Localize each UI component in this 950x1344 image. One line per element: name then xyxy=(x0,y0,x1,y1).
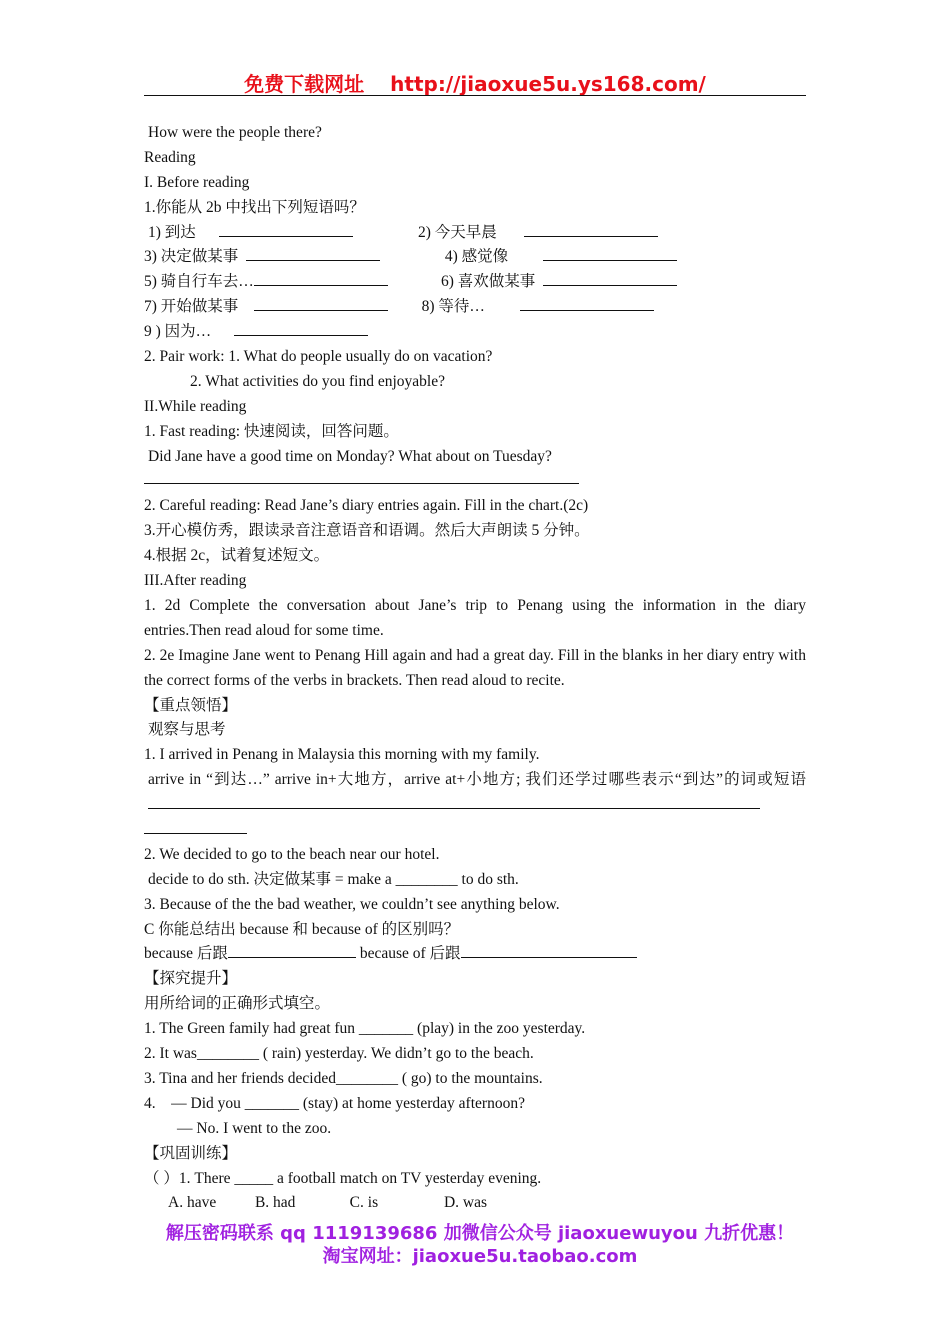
header-url[interactable]: http://jiaoxue5u.ys168.com/ xyxy=(390,72,706,96)
text-line: 1. Fast reading: 快速阅读，回答问题。 xyxy=(144,422,399,440)
text-line: How were the people there? xyxy=(148,124,322,141)
paragraph xyxy=(144,768,806,818)
exercise-item: 4. — Did you _______ (stay) at home yesterday afternoon? xyxy=(144,1094,525,1112)
phrase-label: 2) 今天早晨 xyxy=(418,223,497,241)
text-line: 2. What activities do you find enjoyable? xyxy=(190,372,445,390)
text-fragment: because 后跟 xyxy=(144,945,228,963)
header-rule xyxy=(144,95,806,96)
answer-blank[interactable] xyxy=(246,246,380,261)
section-heading: Reading xyxy=(144,148,196,166)
answer-blank[interactable] xyxy=(148,794,760,809)
paragraph-text: arrive in “到达…” arrive in+大地方，arrive at+小地方; 我们还学过哪些表示“到达”的词或短语 xyxy=(148,771,806,789)
text-line: 4.根据 2c，试着复述短文。 xyxy=(144,547,330,565)
answer-options: A. have B. had C. is D. was xyxy=(168,1194,488,1212)
phrase-label: 5) 骑自行车去… xyxy=(144,273,254,291)
phrase-label: 4) 感觉像 xyxy=(444,248,509,266)
phrase-label: 3) 决定做某事 xyxy=(144,248,239,266)
answer-blank[interactable] xyxy=(254,296,388,311)
phrase-row xyxy=(144,245,806,270)
exercise-item: 1. The Green family had great fun _______ (play) in the zoo yesterday. xyxy=(144,1020,586,1038)
footer-contact: 解压密码联系 qq 1119139686 加微信公众号 jiaoxuewuyou 九折优惠！ xyxy=(165,1223,795,1244)
page-header xyxy=(144,68,806,97)
text-line: 2. Careful reading: Read Jane’s diary entries again. Fill in the chart.(2c) xyxy=(144,497,589,515)
section-heading: I. Before reading xyxy=(144,173,250,191)
text-line: 2. Pair work: 1. What do people usually do on vacation? xyxy=(144,348,493,366)
answer-blank[interactable] xyxy=(524,222,658,237)
answer-blank[interactable] xyxy=(234,321,368,336)
text-line: 3. Because of the the bad weather, we couldn’t see anything below. xyxy=(144,895,560,913)
answer-blank[interactable] xyxy=(219,222,353,237)
text-line: 用所给词的正确形式填空。 xyxy=(144,995,331,1013)
footer-taobao-url[interactable]: 淘宝网址：jiaoxue5u.taobao.com xyxy=(322,1246,638,1267)
answer-line-row xyxy=(144,469,806,494)
answer-line[interactable] xyxy=(144,469,579,484)
phrase-row xyxy=(144,295,806,320)
section-heading: 【巩固训练】 xyxy=(144,1144,238,1162)
phrase-label: 6) 喜欢做某事 xyxy=(441,273,536,291)
text-line: Did Jane have a good time on Monday? What about on Tuesday? xyxy=(148,447,552,465)
section-heading: III.After reading xyxy=(144,572,247,590)
phrase-row xyxy=(144,270,806,295)
phrase-label: 1) 到达 xyxy=(148,223,196,241)
header-label: 免费下载网址 xyxy=(244,72,365,96)
exercise-item: — No. I went to the zoo. xyxy=(177,1119,332,1137)
answer-blank[interactable] xyxy=(543,246,677,261)
document-body xyxy=(144,121,806,1216)
answer-blank[interactable] xyxy=(461,943,637,958)
section-heading: 【探究提升】 xyxy=(144,970,238,988)
phrase-row xyxy=(144,221,806,246)
phrase-row xyxy=(144,320,806,345)
text-line: 2. We decided to go to the beach near our hotel. xyxy=(144,845,440,863)
text-fragment: because of 后跟 xyxy=(355,945,461,963)
section-heading: 【重点领悟】 xyxy=(144,696,238,714)
phrase-label: 8) 等待… xyxy=(421,298,485,316)
answer-blank[interactable] xyxy=(254,271,388,286)
exercise-item: 2. It was________ ( rain) yesterday. We didn’t go to the beach. xyxy=(144,1045,534,1063)
answer-blank[interactable] xyxy=(144,819,247,834)
paragraph: 2. 2e Imagine Jane went to Penang Hill again and had a great day. Fill in the blanks in her diary entry with the correct forms of the verbs in brackets. Then read aloud to recite. xyxy=(144,646,806,689)
text-line: 1. I arrived in Penang in Malaysia this morning with my family. xyxy=(144,746,540,764)
text-line: 3.开心模仿秀，跟读录音注意语音和语调。然后大声朗读 5 分钟。 xyxy=(144,522,590,540)
phrase-label: 7) 开始做某事 xyxy=(144,298,239,316)
answer-blank[interactable] xyxy=(228,943,356,958)
text-line: 观察与思考 xyxy=(148,721,226,739)
text-line: C 你能总结出 because 和 because of 的区别吗？ xyxy=(144,920,460,938)
answer-blank[interactable] xyxy=(520,296,654,311)
section-heading: II.While reading xyxy=(144,397,247,415)
phrase-label: 9 ) 因为… xyxy=(144,323,212,341)
text-line: 1.你能从 2b 中找出下列短语吗？ xyxy=(144,198,365,216)
text-line: decide to do sth. 决定做某事 = make a ________ to do sth. xyxy=(148,870,519,888)
paragraph: 1. 2d Complete the conversation about Jane’s trip to Penang using the information in the diary entries.Then read aloud for some time. xyxy=(144,596,806,639)
exercise-item: 3. Tina and her friends decided________ ( go) to the mountains. xyxy=(144,1069,543,1087)
answer-line-row xyxy=(144,818,806,843)
exercise-item: （ ）1. There _____ a football match on TV yesterday evening. xyxy=(144,1169,542,1187)
text-line xyxy=(144,942,806,967)
answer-blank[interactable] xyxy=(543,271,677,286)
